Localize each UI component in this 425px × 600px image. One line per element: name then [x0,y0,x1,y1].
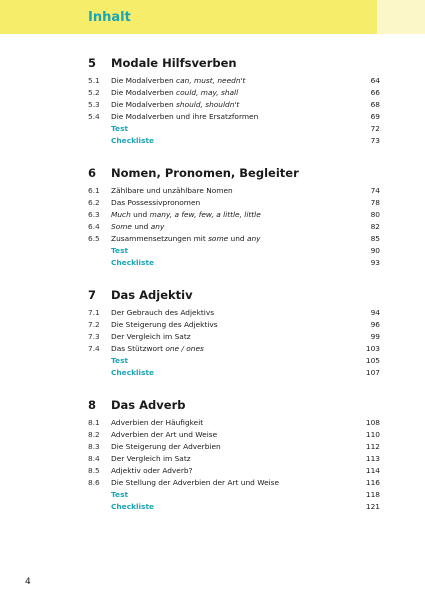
toc-entry[interactable] [88,478,380,490]
toc-entry[interactable] [88,308,380,320]
toc-entry[interactable] [88,76,380,88]
entry-title-emphasis: some [208,234,229,243]
entry-page-number: 99 [370,332,380,341]
entry-page-number: 73 [370,136,380,145]
entry-page-number: 68 [370,100,380,109]
chapter-heading [88,166,380,182]
entry-number: 6.5 [88,234,100,243]
entry-title [111,246,350,255]
chapter-number: 5 [88,56,97,70]
entry-number: 5.2 [88,88,100,97]
chapter-heading [88,56,380,72]
entry-title-text: Die Modalverben [111,100,177,109]
entry-title [111,136,350,145]
toc-entry[interactable] [88,100,380,112]
entry-page-number: 85 [370,234,380,243]
chapter-title: Das Adverb [111,398,186,412]
entry-title-text: Der Vergleich im Satz [111,454,191,463]
toc-entry[interactable] [88,418,380,430]
entry-title [111,198,350,207]
toc-entry-checkliste[interactable] [88,502,380,514]
entry-title [111,234,350,243]
entry-title-text: Der Gebrauch des Adjektivs [111,308,215,317]
entry-number: 7.2 [88,320,100,329]
entry-page-number: 113 [365,454,380,463]
entry-page-number: 105 [365,356,380,365]
entry-number: 6.4 [88,222,100,231]
entry-title-emphasis: can, must, needn't [176,76,246,85]
toc-entry-test[interactable] [88,356,380,368]
toc-entry[interactable] [88,234,380,246]
entry-title-text: Checkliste [111,258,155,267]
entry-title-text: Adverbien der Häufigkeit [111,418,204,427]
entry-number: 8.4 [88,454,100,463]
entry-title [111,478,350,487]
toc-entry[interactable] [88,320,380,332]
toc-entry[interactable] [88,466,380,478]
entry-page-number: 66 [370,88,380,97]
entry-title-text: Die Steigerung der Adverbien [111,442,221,451]
entry-title [111,320,350,329]
toc-entry-checkliste[interactable] [88,258,380,270]
entry-page-number: 103 [365,344,380,353]
entry-title-emphasis: any [150,222,165,231]
entry-title [111,356,350,365]
entry-page-number: 74 [370,186,380,195]
entry-title-text: Die Modalverben [111,76,177,85]
entry-title [111,88,350,97]
chapter-title: Nomen, Pronomen, Begleiter [111,166,299,180]
entry-number: 5.3 [88,100,100,109]
entry-title-text: Test [111,490,129,499]
chapter-section [88,166,380,270]
entry-title-text: Der Vergleich im Satz [111,332,191,341]
entry-page-number: 116 [365,478,380,487]
chapter-number: 6 [88,166,97,180]
entry-title [111,308,350,317]
entry-title [111,112,350,121]
entry-title-text: Die Modalverben und ihre Ersatzformen [111,112,259,121]
entry-title [111,332,350,341]
entry-page-number: 110 [365,430,380,439]
toc-entry[interactable] [88,454,380,466]
entry-title-emphasis: should, shouldn't [176,100,240,109]
entry-page-number: 72 [370,124,380,133]
toc-entry[interactable] [88,186,380,198]
chapter-section [88,288,380,380]
header-bar [0,0,377,34]
entry-title-text: Das Stützwort [111,344,166,353]
toc-entry-checkliste[interactable] [88,368,380,380]
toc-entry-test[interactable] [88,490,380,502]
chapter-section [88,56,380,148]
entry-title-text: Checkliste [111,368,155,377]
entry-title [111,210,350,219]
entry-title-text: Adjektiv oder Adverb? [111,466,193,475]
entry-number: 8.3 [88,442,100,451]
entry-page-number: 64 [370,76,380,85]
entry-number: 5.4 [88,112,100,121]
toc-entry[interactable] [88,430,380,442]
chapter-number: 7 [88,288,97,302]
chapter-heading [88,288,380,304]
chapter-section [88,398,380,514]
entry-title-emphasis: many, a few, few, a little, little [149,210,261,219]
entry-page-number: 121 [365,502,380,511]
entry-page-number: 93 [370,258,380,267]
entry-number: 8.2 [88,430,100,439]
toc-entry[interactable] [88,442,380,454]
entry-title-emphasis: Some [111,222,132,231]
entry-title [111,124,350,133]
entry-number: 6.2 [88,198,100,207]
toc-entry[interactable] [88,222,380,234]
entry-title [111,100,350,109]
entry-title [111,490,350,499]
toc-entry-checkliste[interactable] [88,136,380,148]
header-accent-strip [377,0,425,34]
entry-title-text: Die Steigerung des Adjektivs [111,320,218,329]
entry-title [111,222,350,231]
entry-page-number: 96 [370,320,380,329]
entry-title-emphasis: Much [111,210,131,219]
entry-title-text: und [130,210,150,219]
entry-title [111,258,350,267]
entry-title [111,368,350,377]
entry-page-number: 90 [370,246,380,255]
entry-title-text: Adverbien der Art und Weise [111,430,218,439]
page-title: Inhalt [88,10,131,25]
entry-title-text: Zusammensetzungen mit [111,234,209,243]
toc-entry[interactable] [88,332,380,344]
toc-entry[interactable] [88,198,380,210]
entry-title-text: Das Possessivpronomen [111,198,201,207]
entry-page-number: 108 [365,418,380,427]
entry-title-text: Test [111,356,129,365]
toc-entry[interactable] [88,88,380,100]
entry-number: 6.1 [88,186,100,195]
chapter-heading [88,398,380,414]
toc-entry-test[interactable] [88,246,380,258]
entry-number: 8.5 [88,466,100,475]
entry-title-text: Checkliste [111,136,155,145]
entry-title-text: Test [111,124,129,133]
entry-page-number: 118 [365,490,380,499]
chapter-title: Das Adjektiv [111,288,193,302]
toc-entry-test[interactable] [88,124,380,136]
entry-title [111,430,350,439]
entry-title-emphasis: any [246,234,261,243]
entry-page-number: 82 [370,222,380,231]
chapter-title: Modale Hilfsverben [111,56,237,70]
entry-title-text: und [228,234,247,243]
entry-number: 8.6 [88,478,100,487]
entry-title [111,418,350,427]
entry-number: 6.3 [88,210,100,219]
toc-entry[interactable] [88,344,380,356]
entry-page-number: 112 [365,442,380,451]
entry-number: 7.4 [88,344,100,353]
entry-number: 7.1 [88,308,100,317]
entry-page-number: 107 [365,368,380,377]
entry-title [111,344,350,353]
entry-title [111,442,350,451]
toc-entry[interactable] [88,210,380,222]
entry-number: 5.1 [88,76,100,85]
entry-title-text: Die Stellung der Adverbien der Art und Weise [111,478,280,487]
entry-title-text: Zählbare und unzählbare Nomen [111,186,233,195]
entry-title-text: Test [111,246,129,255]
entry-page-number: 69 [370,112,380,121]
entry-title [111,76,350,85]
entry-title-text: und [131,222,151,231]
toc-entry[interactable] [88,112,380,124]
table-of-contents [88,56,380,532]
entry-title [111,502,350,511]
entry-page-number: 80 [370,210,380,219]
entry-title [111,466,350,475]
entry-title-text: Die Modalverben [111,88,177,97]
chapter-number: 8 [88,398,97,412]
page-number: 4 [25,577,31,587]
entry-page-number: 94 [370,308,380,317]
entry-page-number: 114 [365,466,380,475]
entry-page-number: 78 [370,198,380,207]
entry-title-emphasis: could, may, shall [176,88,239,97]
entry-title [111,186,350,195]
entry-title [111,454,350,463]
entry-title-emphasis: one / ones [165,344,204,353]
entry-number: 7.3 [88,332,100,341]
entry-number: 8.1 [88,418,100,427]
entry-title-text: Checkliste [111,502,155,511]
